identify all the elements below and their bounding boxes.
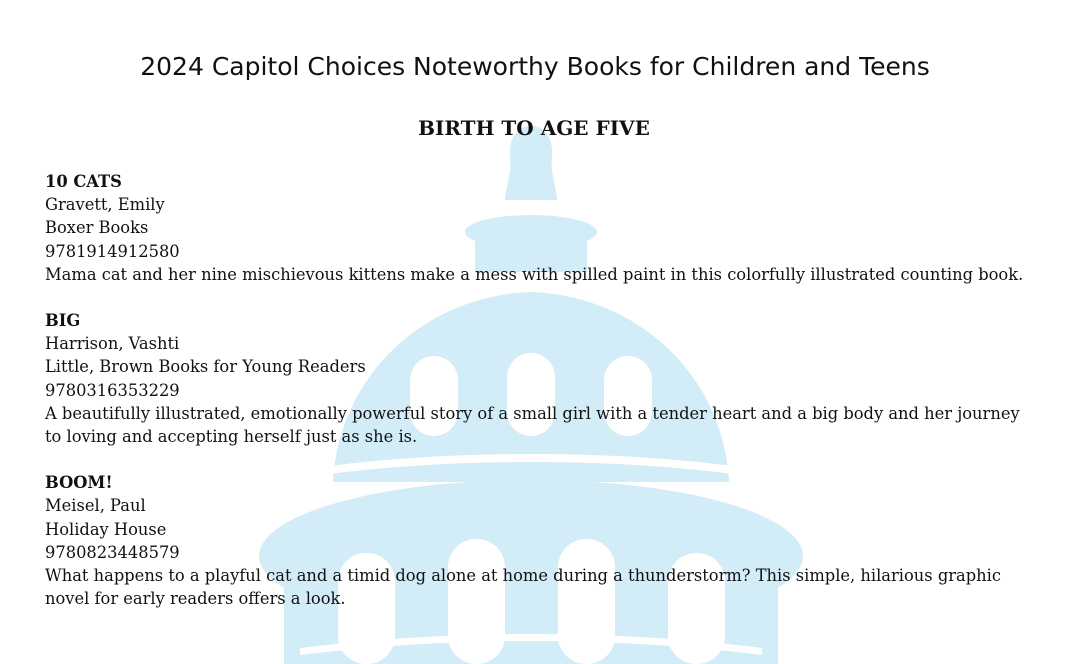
book-entry: [45, 309, 1035, 448]
book-publisher: Boxer Books: [45, 218, 149, 238]
book-author: Meisel, Paul: [45, 496, 146, 516]
book-list: [45, 170, 1035, 633]
book-entry: [45, 170, 1035, 286]
book-description: What happens to a playful cat and a timid dog alone at home during a thunderstorm? This simple, hilarious graphic novel for early readers offers a look.: [45, 566, 1001, 609]
book-title: BOOM!: [45, 473, 113, 493]
book-author: Gravett, Emily: [45, 195, 165, 215]
book-isbn: 9780823448579: [45, 542, 180, 562]
section-heading: BIRTH TO AGE FIVE: [418, 116, 650, 140]
book-description: A beautifully illustrated, emotionally powerful story of a small girl with a tender heart and a big body and her journey to loving and accepting herself just as she is.: [45, 403, 1020, 447]
document-title: 2024 Capitol Choices Noteworthy Books for Children and Teens: [140, 52, 930, 81]
book-publisher: Little, Brown Books for Young Readers: [45, 357, 366, 377]
book-author: Harrison, Vashti: [45, 334, 180, 354]
book-isbn: 9780316353229: [45, 380, 180, 400]
book-title: BIG: [45, 311, 81, 331]
book-entry: [45, 471, 1035, 610]
book-publisher: Holiday House: [45, 519, 167, 539]
book-title: 10 CATS: [45, 172, 122, 191]
book-isbn: 9781914912580: [45, 241, 180, 261]
book-description: Mama cat and her nine mischievous kittens make a mess with spilled paint in this colorfully illustrated counting book.: [45, 264, 1024, 284]
